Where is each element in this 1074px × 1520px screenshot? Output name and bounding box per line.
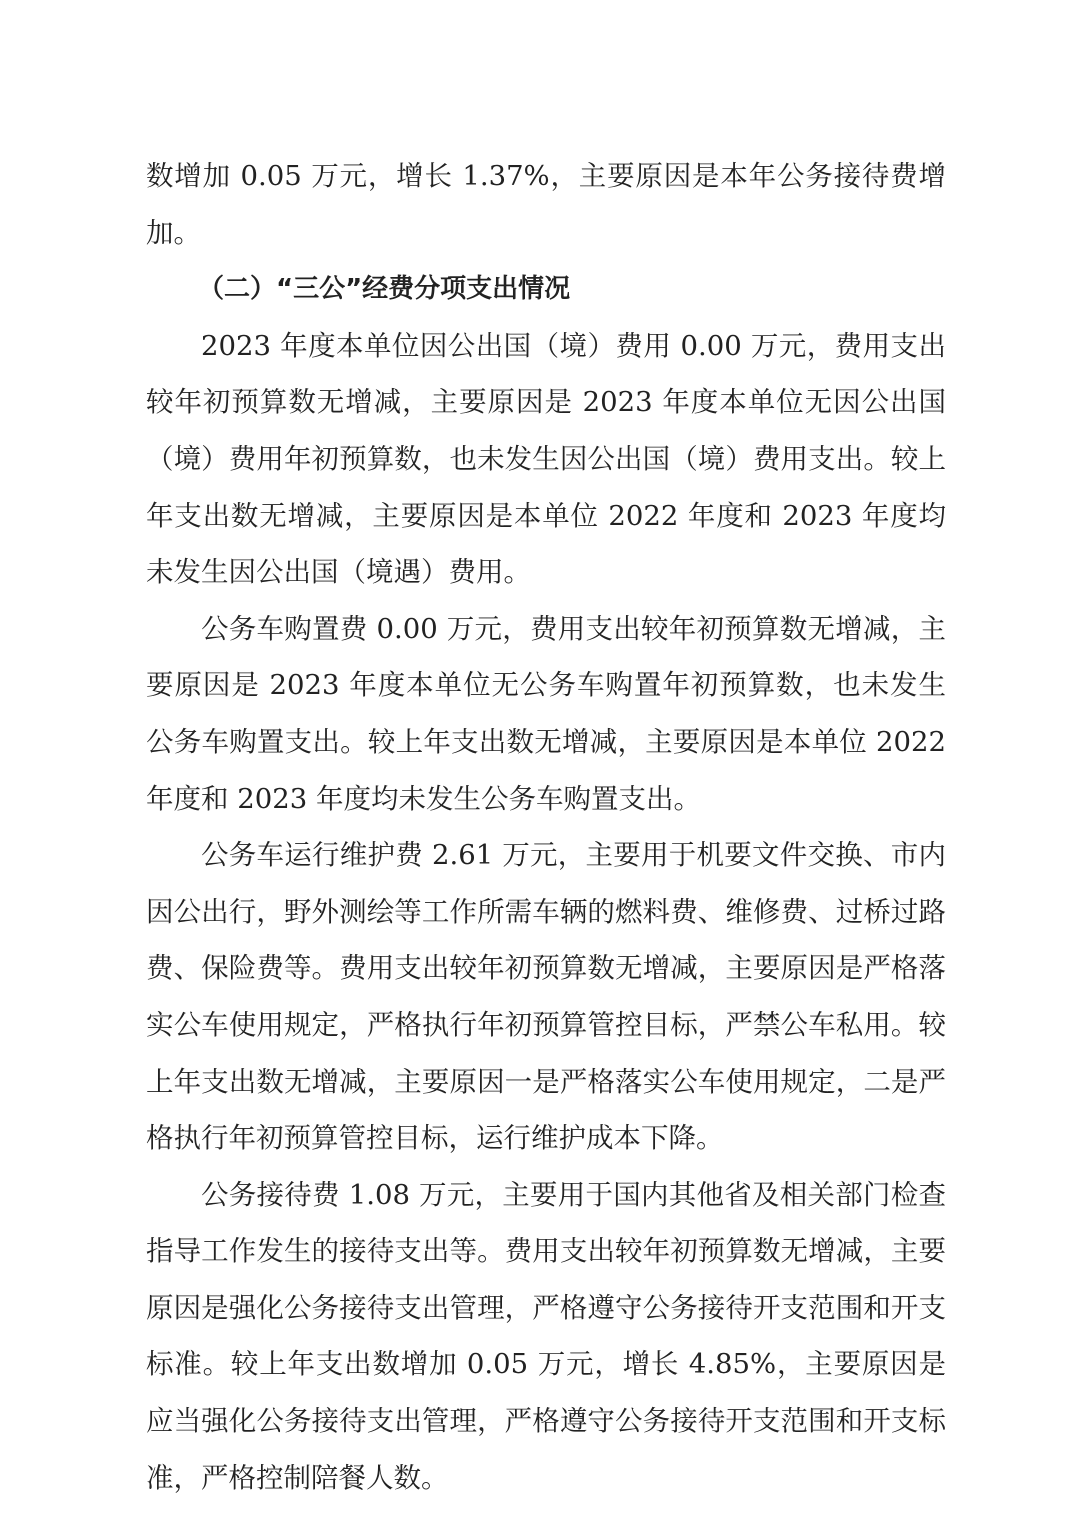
paragraph-overseas-travel: 2023 年度本单位因公出国（境）费用 0.00 万元，费用支出较年初预算数无增减，主要原因是 2023 年度本单位无因公出国（境）费用年初预算数，也未发生因公出国（境）费用支出。较上年支出数无增减，主要原因是本单位 2022 年度和 2023 年度均未发生因公出国（境遇）费用。 (146, 329, 946, 589)
section-heading: （二）“三公”经费分项支出情况 (198, 274, 571, 305)
paragraph-vehicle-operation: 公务车运行维护费 2.61 万元，主要用于机要文件交换、市内因公出行，野外测绘等工作所需车辆的燃料费、维修费、过桥过路费、保险费等。费用支出较年初预算数无增减，主要原因是严格落实公车使用规定，严格执行年初预算管控目标，严禁公车私用。较上年支出数无增减，主要原因一是严格落实公车使用规定，二是严格执行年初预算管控目标，运行维护成本下降。 (146, 839, 946, 1155)
paragraph-official-reception: 公务接待费 1.08 万元，主要用于国内其他省及相关部门检查指导工作发生的接待支出等。费用支出较年初预算数无增减，主要原因是强化公务接待支出管理，严格遵守公务接待开支范围和开支标准。较上年支出数增加 0.05 万元，增长 4.85%，主要原因是应当强化公务接待支出管理，严格遵守公务接待开支范围和开支标准，严格控制陪餐人数。 (146, 1178, 946, 1494)
continuation-paragraph: 数增加 0.05 万元，增长 1.37%，主要原因是本年公务接待费增加。 (146, 160, 946, 249)
document-body (146, 148, 946, 1506)
paragraph-vehicle-purchase: 公务车购置费 0.00 万元，费用支出较年初预算数无增减，主要原因是 2023 年度本单位无公务车购置年初预算数，也未发生公务车购置支出。较上年支出数无增减，主要原因是本单位 2022 年度和 2023 年度均未发生公务车购置支出。 (146, 612, 946, 815)
